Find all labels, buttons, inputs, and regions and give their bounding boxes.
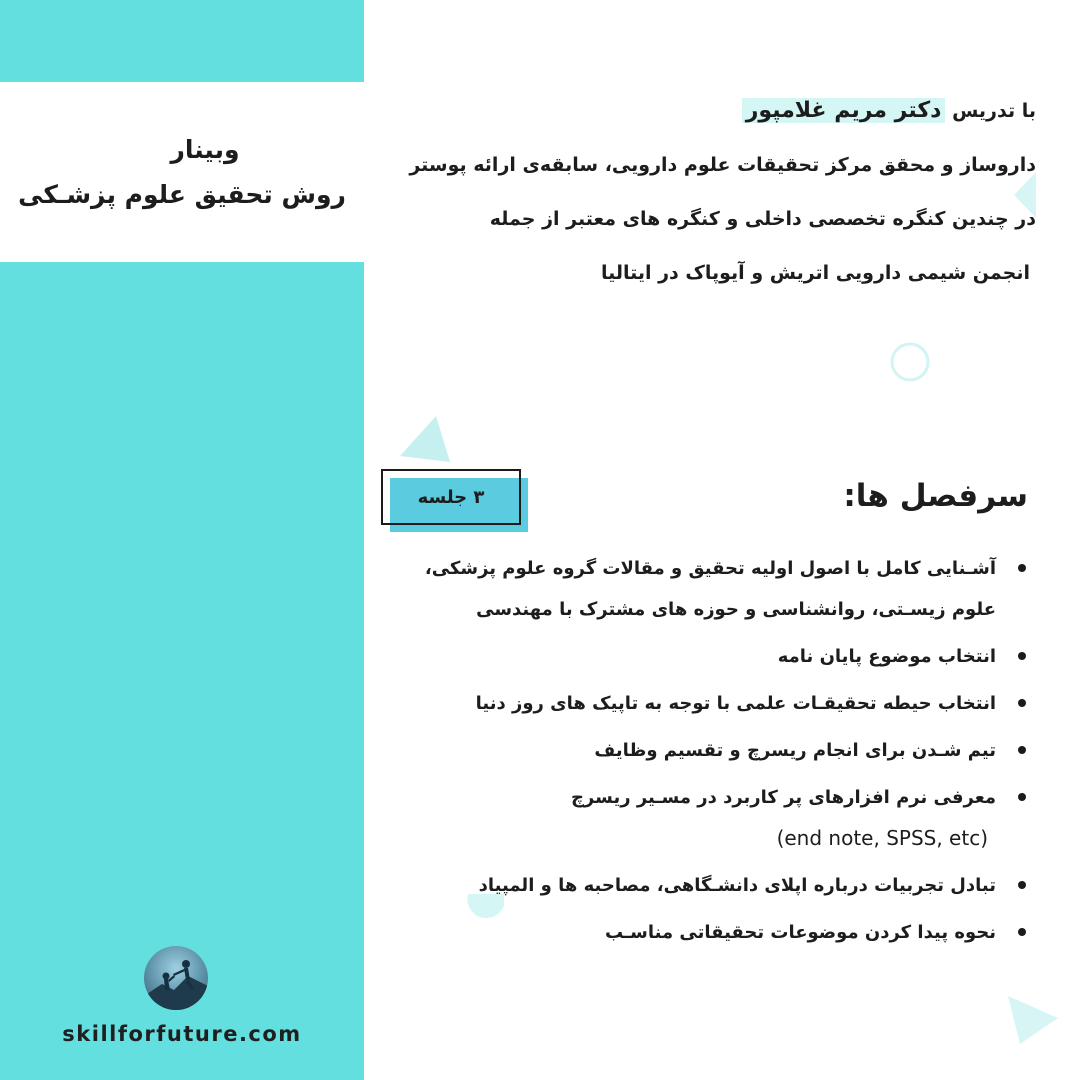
bio-line: در چندین کنگره تخصصی داخلی و کنگره های معتبر از جمله bbox=[489, 208, 1036, 230]
list-item-text: معرفی نرم افزارهای پر کاربرد در مسـیر ریسرچ bbox=[570, 787, 996, 808]
webinar-label: وبینار bbox=[170, 135, 240, 164]
list-item-text: تیم شـدن برای انجام ریسرچ و تقسیم وظایف bbox=[594, 740, 996, 761]
topics-list bbox=[356, 548, 996, 953]
circle-decoration bbox=[888, 340, 932, 384]
climbers-helping-icon bbox=[144, 946, 208, 1010]
list-item-text: آشـنایی کامل با اصول اولیه تحقیق و مقالات گروه علوم پزشکی، bbox=[424, 558, 996, 579]
list-item-text: نحوه پیدا کردن موضوعات تحقیقاتی مناسـب bbox=[604, 922, 996, 943]
triangle-decoration bbox=[400, 416, 450, 462]
webinar-title: روش تحقیق علوم پزشـکی bbox=[18, 180, 346, 209]
triangle-decoration bbox=[1008, 996, 1058, 1044]
software-examples: (end note, SPSS, etc) bbox=[776, 826, 988, 850]
bio-line bbox=[376, 92, 1036, 146]
bio-prefix: با تدریس bbox=[952, 100, 1036, 122]
instructor-name: دکتر مریم غلامپور bbox=[742, 98, 946, 123]
list-item bbox=[356, 777, 996, 859]
instructor-bio bbox=[376, 92, 1036, 308]
list-item bbox=[356, 730, 996, 771]
list-item-text: علوم زیسـتی، روانشناسی و حوزه های مشترک با مهندسی bbox=[476, 599, 996, 620]
list-item-text: انتخاب حیطه تحقیقـات علمی با توجه به تاپیک های روز دنیا bbox=[475, 693, 996, 714]
bio-line: انجمن شیمی دارویی اتریش و آیوپاک در ایتالیا bbox=[600, 262, 1030, 284]
list-item bbox=[356, 548, 996, 630]
list-item bbox=[356, 865, 996, 906]
sessions-badge: ۳ جلسه bbox=[381, 469, 521, 525]
list-item-text: انتخاب موضوع پایان نامه bbox=[777, 646, 996, 667]
website-link[interactable]: skillforfuture.com bbox=[62, 1022, 302, 1046]
bio-line: داروساز و محقق مرکز تحقیقات علوم دارویی، سابقه‌ی ارائه پوستر bbox=[409, 154, 1036, 176]
topics-heading: سرفصل ها: bbox=[843, 478, 1028, 514]
list-item bbox=[356, 912, 996, 953]
title-card bbox=[0, 82, 364, 262]
list-item bbox=[356, 683, 996, 724]
list-item-text: تبادل تجربیات درباره اپلای دانشـگاهی، مصاحبه ها و المپیاد bbox=[478, 875, 996, 896]
list-item bbox=[356, 636, 996, 677]
